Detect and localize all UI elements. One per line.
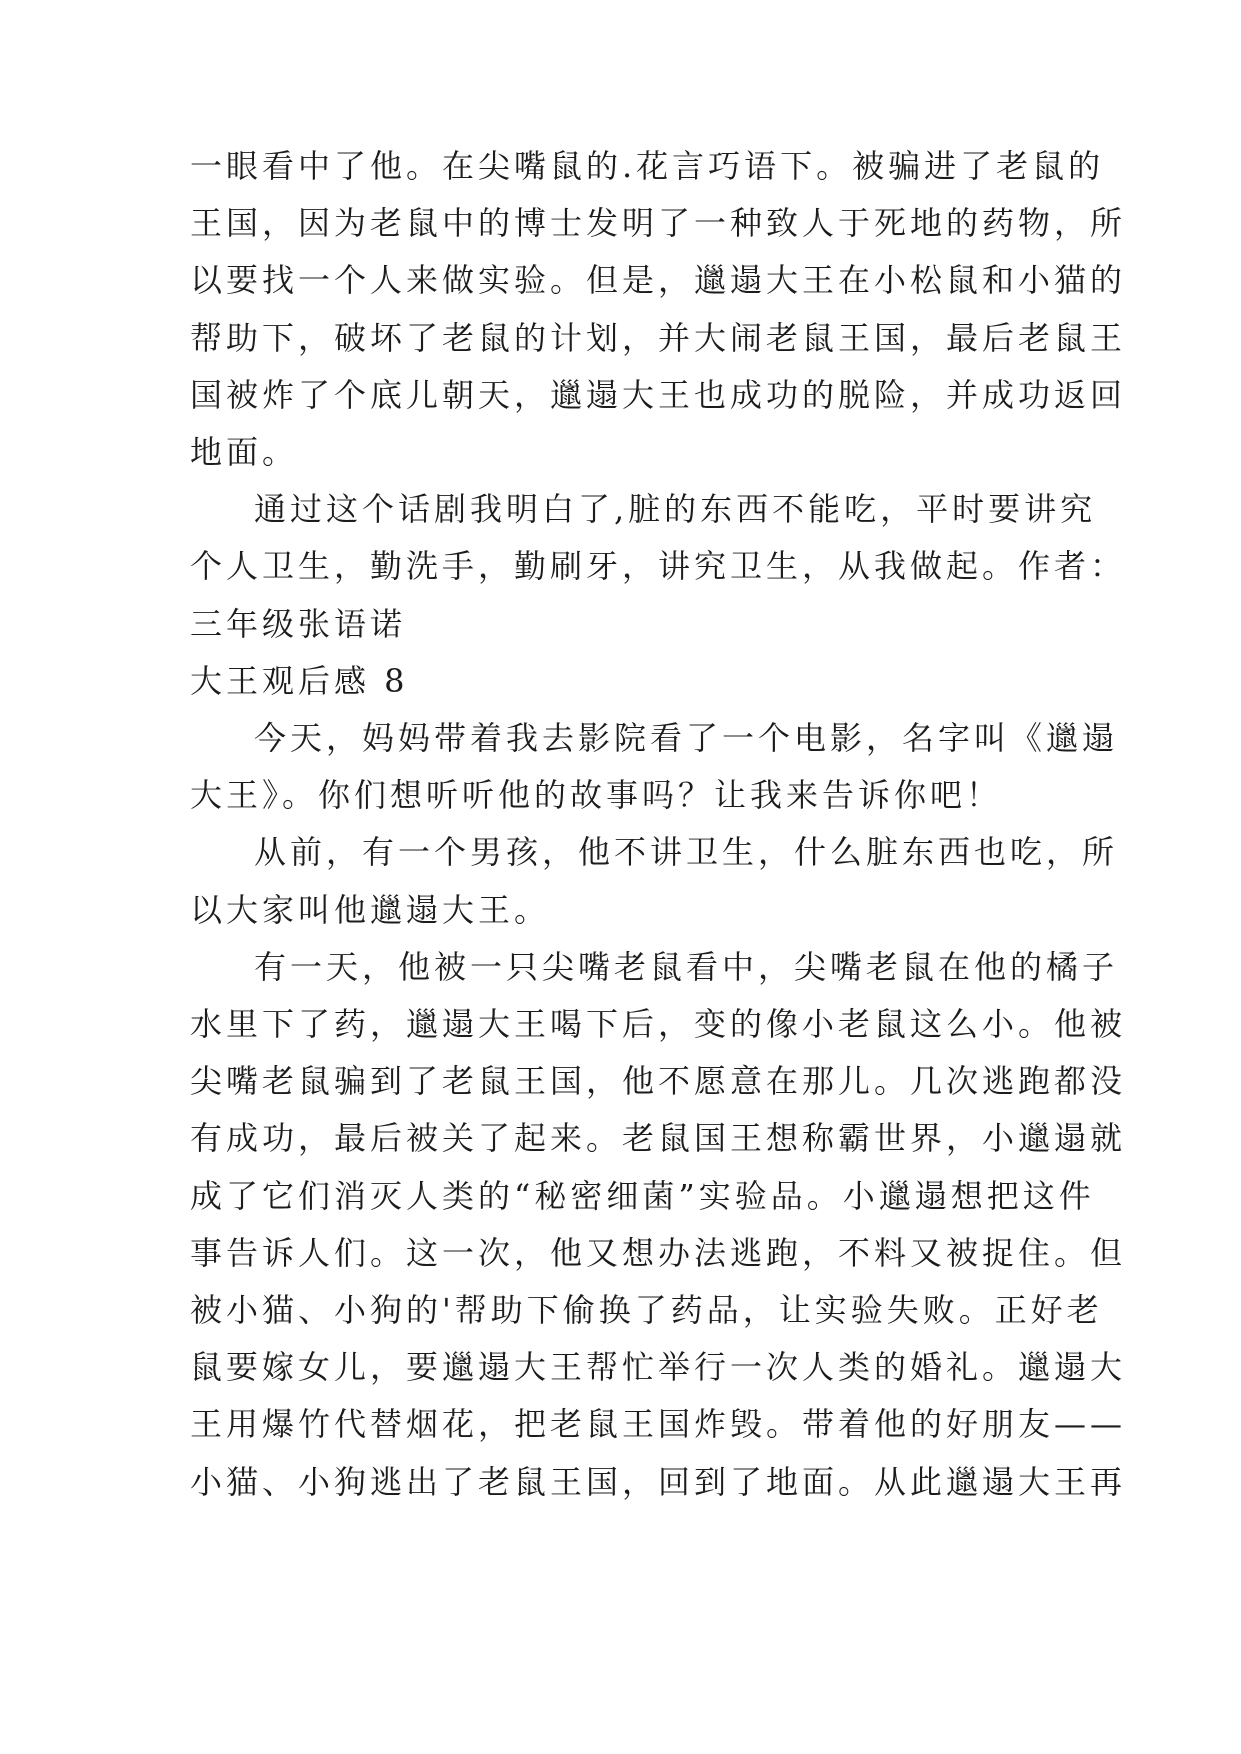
text-line	[0, 1051, 1241, 1111]
text-line	[0, 1223, 1241, 1283]
text-line-content: 尖嘴老鼠骗到了老鼠王国，他不愿意在那儿。几次逃跑都没	[190, 1062, 1127, 1101]
text-line	[0, 765, 1241, 825]
text-line	[0, 594, 1241, 654]
text-line	[0, 708, 1241, 768]
text-line	[0, 1394, 1241, 1454]
text-line-content: 以大家叫他邋遢大王。	[190, 890, 551, 929]
text-line-content: 一眼看中了他。在尖嘴鼠的.花言巧语下。被骗进了老鼠的	[190, 147, 1105, 185]
text-line	[0, 651, 1241, 711]
text-line	[0, 308, 1241, 368]
text-line	[0, 479, 1241, 539]
text-line-content: 国被炸了个底儿朝天，邋遢大王也成功的脱险，并成功返回	[190, 375, 1127, 414]
text-line-content: 成了它们消灭人类的“秘密细菌”实验品。小邋遢想把这件	[190, 1176, 1095, 1215]
text-line-content: 地面。	[190, 433, 299, 471]
text-line-content: 大王》。你们想听听他的故事吗？让我来告诉你吧！	[190, 776, 1003, 815]
text-line	[0, 136, 1241, 196]
text-line-content: 王用爆竹代替烟花，把老鼠王国炸毁。带着他的好朋友——	[190, 1405, 1127, 1444]
text-line	[0, 193, 1241, 253]
text-line-content: 事告诉人们。这一次，他又想办法逃跑，不料又被捉住。但	[190, 1233, 1127, 1272]
text-line-content: 王国，因为老鼠中的博士发明了一种致人于死地的药物，所	[190, 204, 1127, 243]
text-line	[0, 937, 1241, 997]
text-line	[0, 822, 1241, 882]
text-line-content: 通过这个话剧我明白了,脏的东西不能吃，平时要讲究	[254, 490, 1097, 529]
text-line-content: 被小猫、小狗的'帮助下偷换了药品，让实验失败。正好老	[190, 1291, 1103, 1329]
text-line	[0, 1280, 1241, 1340]
text-line-content: 大王观后感 8	[190, 661, 409, 700]
text-line-content: 有成功，最后被关了起来。老鼠国王想称霸世界，小邋遢就	[190, 1119, 1127, 1158]
text-line	[0, 422, 1241, 482]
text-line-content: 帮助下，破坏了老鼠的计划，并大闹老鼠王国，最后老鼠王	[190, 318, 1127, 357]
text-line	[0, 1108, 1241, 1168]
text-line	[0, 1452, 1241, 1512]
text-line-content: 水里下了药，邋遢大王喝下后，变的像小老鼠这么小。他被	[190, 1005, 1127, 1043]
text-line	[0, 365, 1241, 425]
text-line-content: 三年级张语诺	[190, 604, 407, 643]
text-line-content: 小猫、小狗逃出了老鼠王国，回到了地面。从此邋遢大王再	[190, 1462, 1127, 1501]
text-line-content: 从前，有一个男孩，他不讲卫生，什么脏东西也吃，所	[254, 833, 1119, 872]
text-line-content: 个人卫生，勤洗手，勤刷牙，讲究卫生，从我做起。作者：	[190, 547, 1127, 586]
text-line	[0, 536, 1241, 596]
text-line-content: 今天，妈妈带着我去影院看了一个电影，名字叫《邋遢	[254, 719, 1119, 757]
text-line	[0, 250, 1241, 310]
text-line	[0, 1337, 1241, 1397]
text-line	[0, 880, 1241, 940]
text-line	[0, 1166, 1241, 1226]
text-line-content: 有一天，他被一只尖嘴老鼠看中，尖嘴老鼠在他的橘子	[254, 947, 1119, 986]
text-line-content: 鼠要嫁女儿，要邋遢大王帮忙举行一次人类的婚礼。邋遢大	[190, 1348, 1127, 1387]
text-line	[0, 994, 1241, 1054]
text-line-content: 以要找一个人来做实验。但是，邋遢大王在小松鼠和小猫的	[190, 261, 1127, 300]
